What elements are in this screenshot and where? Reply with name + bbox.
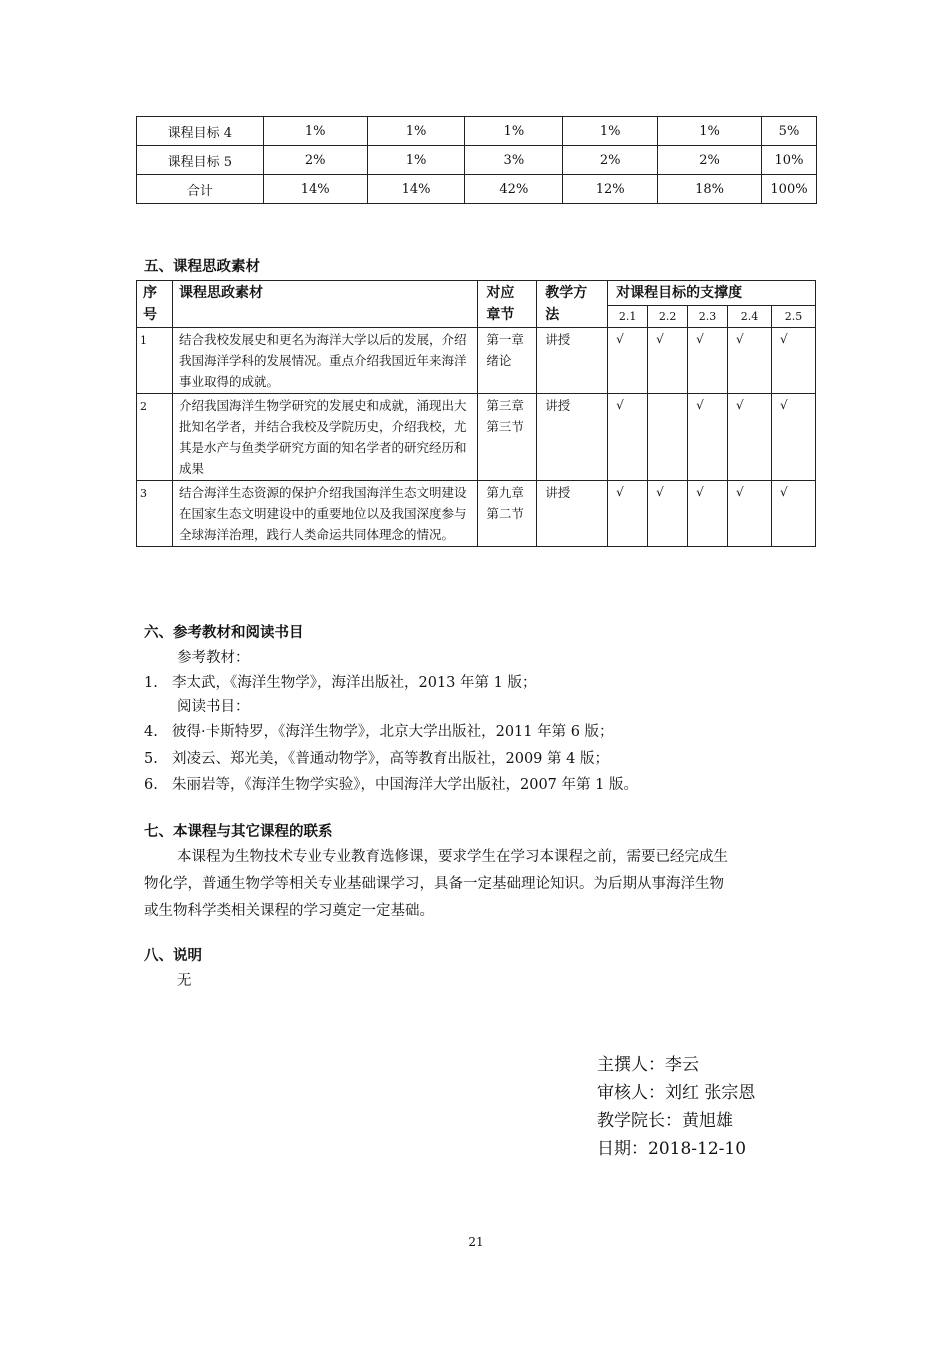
textbook-item: 李太武，《海洋生物学》，海洋出版社，2013 年第 1 版； [172, 675, 537, 691]
subheader-cell: 2.5 [771, 306, 815, 328]
reviewer-line: 审核人：刘红 张宗恩 [597, 1083, 756, 1103]
paragraph-line: 或生物科学类相关课程的学习奠定一定基础。 [144, 903, 434, 919]
table-cell: 1% [465, 117, 563, 146]
table-cell: 1% [658, 117, 762, 146]
check-mark: √ [608, 328, 648, 394]
date-line: 日期：2018-12-10 [597, 1139, 747, 1159]
check-mark: √ [771, 328, 815, 394]
row-label: 课程目标 4 [137, 117, 264, 146]
subheader-cell: 2.4 [728, 306, 772, 328]
row-chapter: 第九章第二节 [478, 481, 537, 547]
reading-label: 阅读书目： [177, 699, 250, 715]
table-row [137, 394, 816, 481]
table-cell: 1% [367, 146, 465, 175]
row-chapter: 第一章绪论 [478, 328, 537, 394]
table-cell: 2% [563, 146, 658, 175]
page-number: 21 [468, 1235, 484, 1249]
reading-number: 4. [144, 724, 158, 740]
table-cell: 3% [465, 146, 563, 175]
dean-line: 教学院长：黄旭雄 [597, 1111, 733, 1131]
table-row [137, 117, 817, 146]
row-material: 介绍我国海洋生物学研究的发展史和成就，涌现出大批知名学者，并结合我校及学院历史，介绍我校，尤其是水产与鱼类学研究方面的知名学者的研究经历和成果 [172, 394, 477, 481]
check-mark: √ [608, 394, 648, 481]
reading-number: 5. [144, 751, 158, 767]
table-cell: 5% [761, 117, 816, 146]
table-row [137, 328, 816, 394]
table-header-row [137, 281, 816, 306]
section-7-title: 七、本课程与其它课程的联系 [144, 824, 333, 840]
col-header-chapter: 对应章节 [478, 281, 537, 328]
check-mark: √ [728, 481, 772, 547]
reading-item: 刘凌云、郑光美，《普通动物学》，高等教育出版社，2009 第 4 版； [172, 751, 609, 767]
col-header-num: 序号 [137, 281, 173, 328]
section-8-text: 无 [177, 973, 192, 989]
subheader-cell: 2.1 [608, 306, 648, 328]
row-method: 讲授 [537, 481, 608, 547]
table-row [137, 175, 817, 204]
table-cell: 1% [563, 117, 658, 146]
ideology-materials-table [136, 280, 816, 547]
table-cell: 12% [563, 175, 658, 204]
subheader-cell: 2.2 [648, 306, 688, 328]
table-row [137, 146, 817, 175]
check-mark: √ [728, 394, 772, 481]
check-mark: √ [648, 481, 688, 547]
check-mark [648, 394, 688, 481]
reading-number: 6. [144, 777, 158, 793]
row-method: 讲授 [537, 394, 608, 481]
table-cell: 18% [658, 175, 762, 204]
check-mark: √ [648, 328, 688, 394]
table-cell: 2% [658, 146, 762, 175]
subheader-cell: 2.3 [688, 306, 728, 328]
textbook-label: 参考教材： [177, 650, 250, 666]
check-mark: √ [608, 481, 648, 547]
check-mark: √ [688, 394, 728, 481]
row-label: 课程目标 5 [137, 146, 264, 175]
table-cell: 10% [761, 146, 816, 175]
table-cell: 42% [465, 175, 563, 204]
paragraph-line: 本课程为生物技术专业专业教育选修课，要求学生在学习本课程之前，需要已经完成生 [177, 849, 728, 865]
row-method: 讲授 [537, 328, 608, 394]
section-6-title: 六、参考教材和阅读书目 [144, 625, 304, 641]
row-num: 3 [137, 481, 173, 547]
row-num: 1 [137, 328, 173, 394]
row-material: 结合我校发展史和更名为海洋大学以后的发展，介绍我国海洋学科的发展情况。重点介绍我国近年来海洋事业取得的成就。 [172, 328, 477, 394]
row-material: 结合海洋生态资源的保护介绍我国海洋生态文明建设在国家生态文明建设中的重要地位以及我国深度参与全球海洋治理，践行人类命运共同体理念的情况。 [172, 481, 477, 547]
check-mark: √ [771, 481, 815, 547]
table-cell: 1% [263, 117, 367, 146]
check-mark: √ [688, 328, 728, 394]
col-header-support: 对课程目标的支撑度 [608, 281, 816, 306]
reading-item: 朱丽岩等，《海洋生物学实验》，中国海洋大学出版社，2007 年第 1 版。 [172, 777, 638, 793]
check-mark: √ [728, 328, 772, 394]
textbook-number: 1. [144, 675, 158, 691]
author-line: 主撰人：李云 [597, 1055, 699, 1075]
table-cell: 1% [367, 117, 465, 146]
table-cell: 14% [263, 175, 367, 204]
row-chapter: 第三章第三节 [478, 394, 537, 481]
check-mark: √ [771, 394, 815, 481]
reading-item: 彼得·卡斯特罗，《海洋生物学》，北京大学出版社，2011 年第 6 版； [172, 724, 614, 740]
table-cell: 100% [761, 175, 816, 204]
table-cell: 14% [367, 175, 465, 204]
col-header-material: 课程思政素材 [172, 281, 477, 328]
check-mark: √ [688, 481, 728, 547]
section-8-title: 八、说明 [144, 948, 202, 964]
section-5-title: 五、课程思政素材 [144, 259, 260, 275]
row-num: 2 [137, 394, 173, 481]
col-header-method: 教学方法 [537, 281, 608, 328]
table-cell: 2% [263, 146, 367, 175]
table-row [137, 481, 816, 547]
goal-distribution-table [136, 116, 817, 204]
row-label: 合计 [137, 175, 264, 204]
paragraph-line: 物化学，普通生物学等相关专业基础课学习，具备一定基础理论知识。为后期从事海洋生物 [144, 876, 724, 892]
